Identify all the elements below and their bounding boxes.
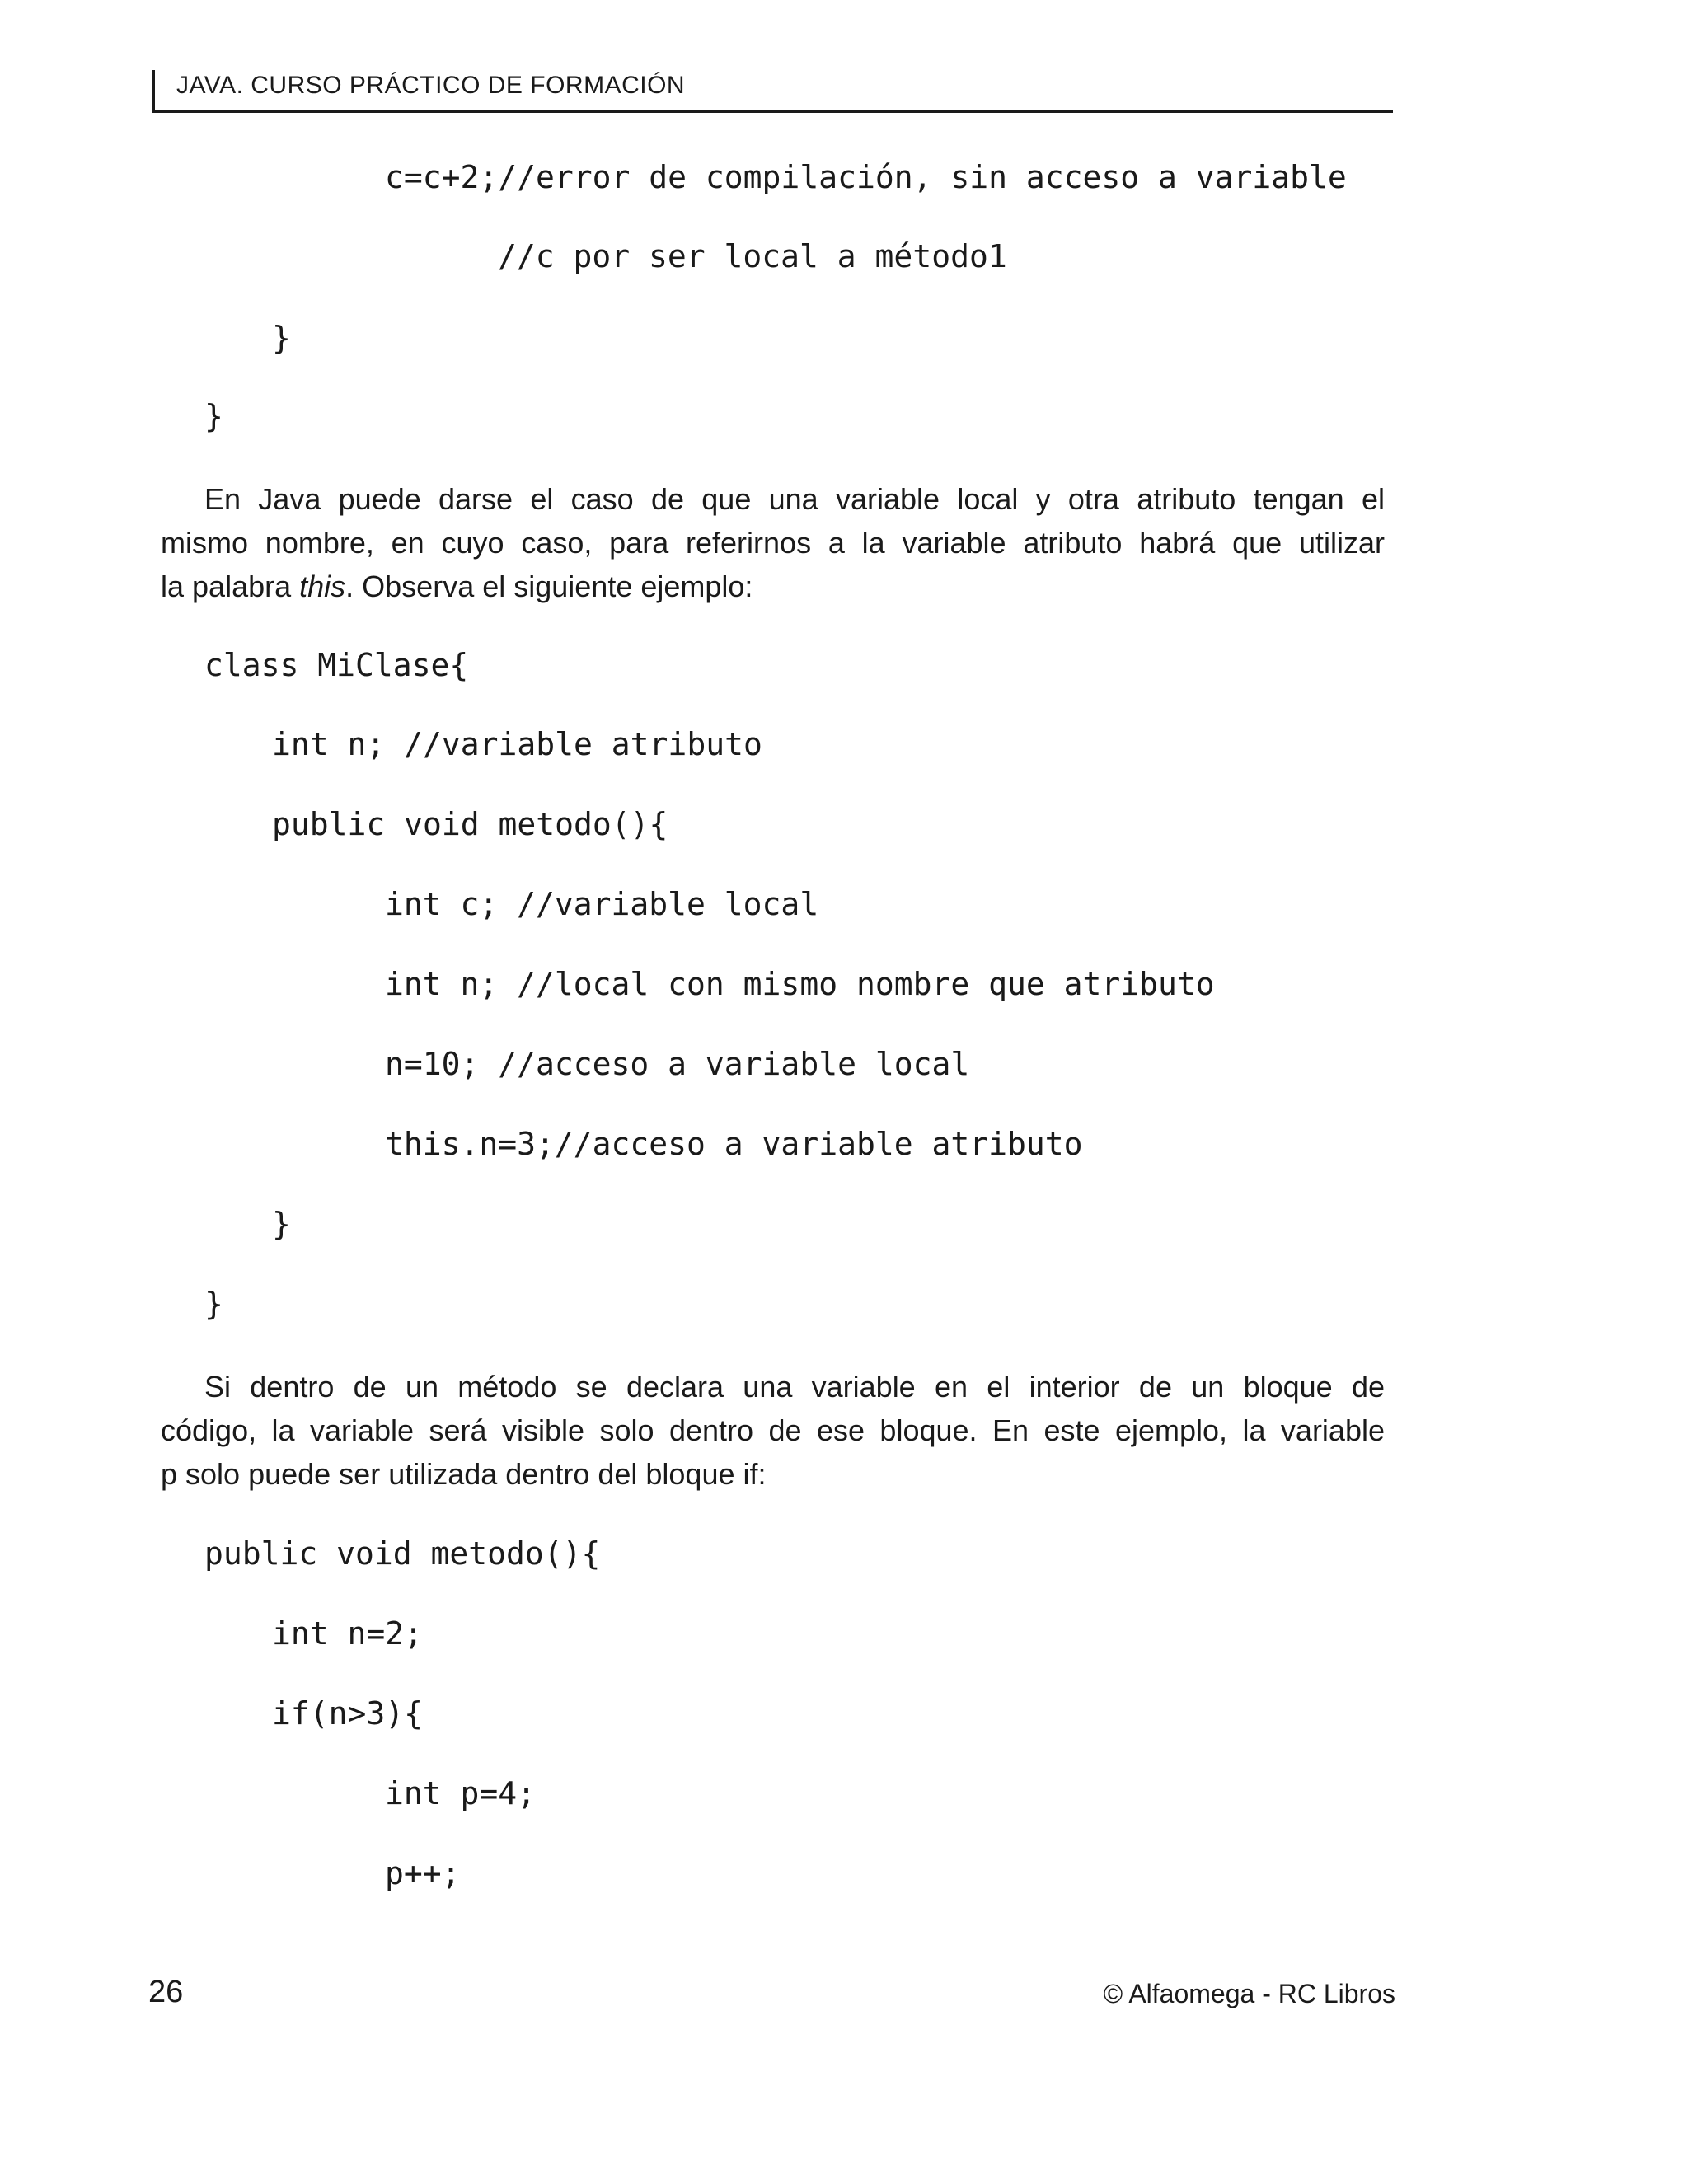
code-line: int n; //variable atributo: [272, 726, 762, 762]
code-line: }: [204, 398, 223, 434]
page-number: 26: [148, 1975, 184, 2009]
code-line: int n; //local con mismo nombre que atributo: [385, 966, 1215, 1002]
keyword-this: this: [299, 569, 346, 603]
running-header: [152, 70, 1393, 113]
code-line: int p=4;: [385, 1775, 537, 1811]
code-line: }: [204, 1286, 223, 1322]
paragraph-line: [161, 565, 1385, 608]
code-line: p++;: [385, 1855, 461, 1891]
code-line: n=10; //acceso a variable local: [385, 1046, 970, 1082]
book-title: JAVA. CURSO PRÁCTICO DE FORMACIÓN: [176, 72, 686, 99]
code-line: public void metodo(){: [272, 806, 668, 842]
paragraph-line: p solo puede ser utilizada dentro del bloque if:: [161, 1457, 767, 1491]
code-line: if(n>3){: [272, 1695, 424, 1732]
paragraph-line: código, la variable será visible solo dentro de ese bloque. En este ejemplo, la variable: [161, 1413, 1385, 1447]
paragraph-line: En Java puede darse el caso de que una variable local y otra atributo tengan el: [204, 482, 1385, 516]
paragraph-line: Si dentro de un método se declara una variable en el interior de un bloque de: [204, 1370, 1385, 1404]
code-line: int c; //variable local: [385, 886, 819, 922]
paragraph-line: mismo nombre, en cuyo caso, para referirnos a la variable atributo habrá que utilizar: [161, 526, 1385, 560]
code-line: class MiClase{: [204, 647, 469, 683]
paragraph-this-keyword: [161, 477, 1385, 608]
code-line: public void metodo(){: [204, 1535, 601, 1572]
paragraph-block-scope: [161, 1365, 1385, 1496]
code-line: }: [272, 1206, 291, 1242]
code-line: this.n=3;//acceso a variable atributo: [385, 1126, 1083, 1162]
code-line: c=c+2;//error de compilación, sin acceso a variable: [385, 159, 1347, 195]
text-run: la palabra: [161, 569, 300, 603]
copyright-notice: © Alfaomega - RC Libros: [1103, 1979, 1395, 2008]
text-run: . Observa el siguiente ejemplo:: [345, 569, 753, 603]
code-line: }: [272, 320, 291, 356]
code-line: //c por ser local a método1: [498, 238, 1007, 274]
code-line: int n=2;: [272, 1615, 424, 1652]
